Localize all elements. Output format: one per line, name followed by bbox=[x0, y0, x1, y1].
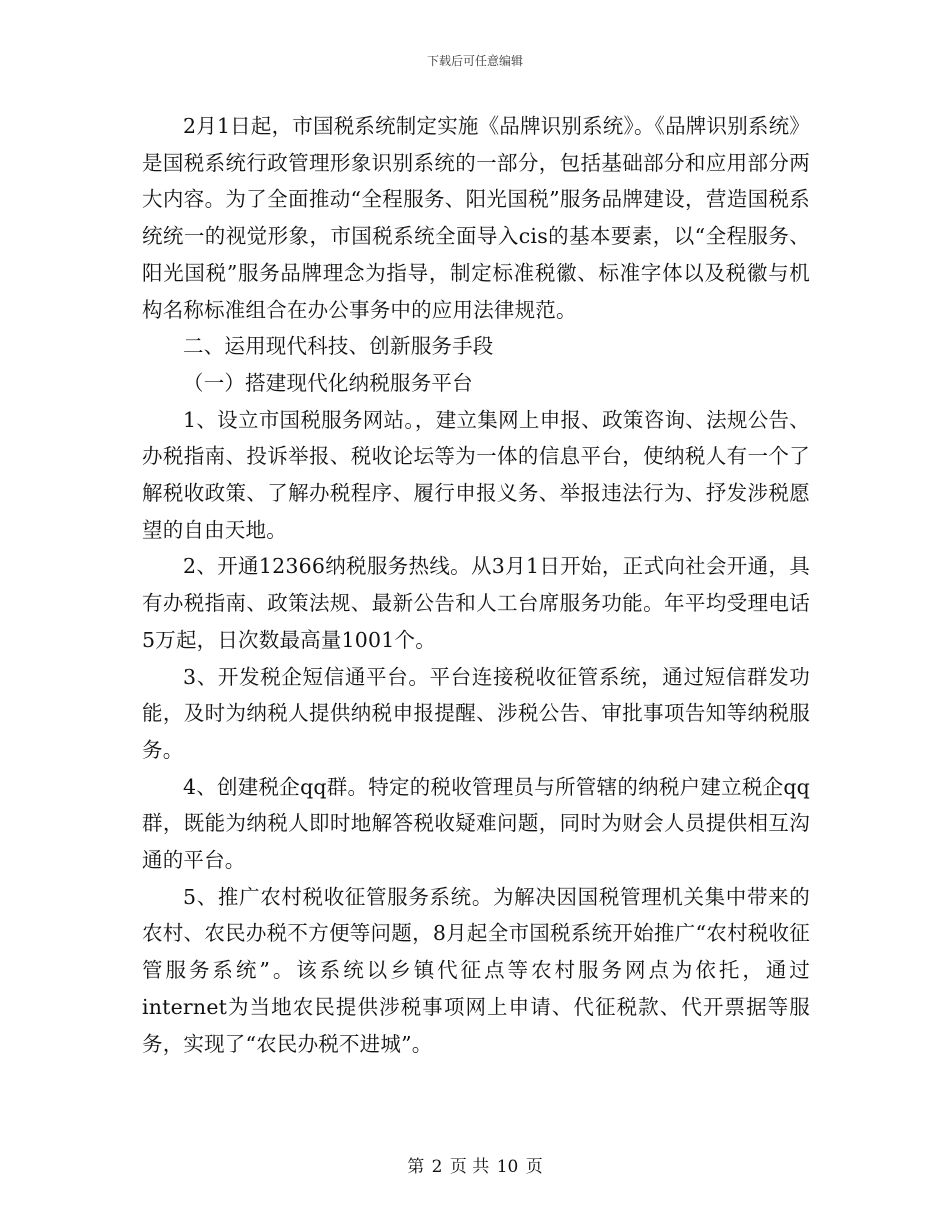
footer-total-pages: 10 bbox=[496, 1157, 519, 1177]
paragraph-item-3: 3、开发税企短信通平台。平台连接税收征管系统，通过短信群发功能，及时为纳税人提供纳税申报提醒、涉税公告、审批事项告知等纳税服务。 bbox=[142, 664, 810, 762]
footer-current-page: 2 bbox=[431, 1157, 443, 1177]
footer-suffix: 页 bbox=[525, 1157, 543, 1177]
page-header: 下载后可任意编辑 bbox=[426, 54, 523, 68]
footer-prefix: 第 bbox=[407, 1157, 425, 1177]
paragraph-item-1: 1、设立市国税服务网站。，建立集网上申报、政策咨询、法规公告、办税指南、投诉举报、税收论坛等为一体的信息平台，使纳税人有一个了解税收政策、了解办税程序、履行申报义务、举报违法行为、抒发涉税愿望的自由天地。 bbox=[142, 407, 810, 542]
section-heading: 二、运用现代科技、创新服务手段 bbox=[183, 334, 494, 359]
footer-middle: 页 共 bbox=[449, 1157, 490, 1177]
subsection-heading: （一）搭建现代化纳税服务平台 bbox=[183, 370, 473, 395]
document-body bbox=[142, 108, 810, 1062]
paragraph-item-2: 2、开通12366纳税服务热线。从3月1日开始，正式向社会开通，具有办税指南、政策法规、最新公告和人工台席服务功能。年平均受理电话5万起，日次数最高量1001个。 bbox=[142, 554, 810, 652]
page-footer bbox=[0, 1152, 950, 1177]
paragraph-brand-system: 2月1日起，市国税系统制定实施《品牌识别系统》。《品牌识别系统》是国税系统行政管理形象识别系统的一部分，包括基础部分和应用部分两大内容。为了全面推动“全程服务、阳光国税”服务品牌建设，营造国税系统统一的视觉形象，市国税系统全面导入cis的基本要素，以“全程服务、阳光国税”服务品牌理念为指导，制定标准税徽、标准字体以及税徽与机构名称标准组合在办公事务中的应用法律规范。 bbox=[142, 114, 810, 322]
paragraph-item-4: 4、创建税企qq群。特定的税收管理员与所管辖的纳税户建立税企qq群，既能为纳税人即时地解答税收疑难问题，同时为财会人员提供相互沟通的平台。 bbox=[142, 774, 810, 873]
paragraph-item-5: 5、推广农村税收征管服务系统。为解决因国税管理机关集中带来的农村、农民办税不方便等问题，8月起全市国税系统开始推广“农村税收征管服务系统”。该系统以乡镇代征点等农村服务网点为依托，通过internet为当地农民提供涉税事项网上申请、代征税款、代开票据等服务，实现了“农民办税不进城”。 bbox=[142, 884, 810, 1056]
